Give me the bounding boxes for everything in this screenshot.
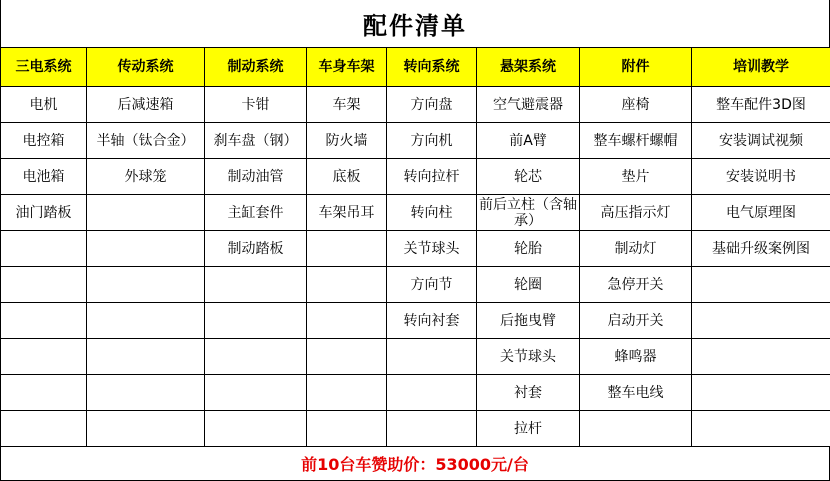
table-cell: 方向机 — [387, 123, 477, 159]
table-cell — [1, 303, 87, 339]
column-header: 三电系统 — [1, 48, 87, 87]
table-cell: 安装说明书 — [692, 159, 830, 195]
parts-table — [0, 47, 830, 447]
table-cell — [387, 411, 477, 447]
table-row — [1, 303, 830, 339]
table-cell: 高压指示灯 — [580, 195, 692, 231]
table-cell: 底板 — [307, 159, 387, 195]
table-cell: 方向节 — [387, 267, 477, 303]
table-cell — [692, 267, 830, 303]
table-row — [1, 123, 830, 159]
table-cell: 前A臂 — [477, 123, 580, 159]
table-cell — [1, 339, 87, 375]
table-cell — [692, 375, 830, 411]
table-cell: 主缸套件 — [205, 195, 307, 231]
table-cell: 急停开关 — [580, 267, 692, 303]
table-cell: 外球笼 — [87, 159, 205, 195]
table-cell: 空气避震器 — [477, 87, 580, 123]
table-cell — [692, 411, 830, 447]
table-cell — [580, 411, 692, 447]
table-cell — [87, 411, 205, 447]
table-cell — [692, 339, 830, 375]
table-cell: 转向拉杆 — [387, 159, 477, 195]
table-cell: 蜂鸣器 — [580, 339, 692, 375]
table-cell — [87, 267, 205, 303]
table-cell — [1, 411, 87, 447]
table-cell: 油门踏板 — [1, 195, 87, 231]
table-cell: 轮胎 — [477, 231, 580, 267]
table-cell — [87, 303, 205, 339]
table-row — [1, 195, 830, 231]
table-row — [1, 411, 830, 447]
table-cell — [1, 375, 87, 411]
table-cell: 电池箱 — [1, 159, 87, 195]
title-row — [0, 0, 830, 47]
table-cell: 制动踏板 — [205, 231, 307, 267]
table-cell — [87, 375, 205, 411]
table-cell: 关节球头 — [387, 231, 477, 267]
table-cell: 电控箱 — [1, 123, 87, 159]
table-cell — [387, 375, 477, 411]
table-cell — [205, 411, 307, 447]
table-cell: 制动灯 — [580, 231, 692, 267]
table-cell — [307, 411, 387, 447]
header-row — [1, 48, 830, 87]
table-cell — [205, 303, 307, 339]
table-cell — [205, 267, 307, 303]
table-cell — [307, 231, 387, 267]
table-cell: 轮芯 — [477, 159, 580, 195]
table-cell: 车架 — [307, 87, 387, 123]
table-cell: 后拖曳臂 — [477, 303, 580, 339]
table-cell: 拉杆 — [477, 411, 580, 447]
table-row — [1, 267, 830, 303]
column-header: 附件 — [580, 48, 692, 87]
table-cell — [692, 303, 830, 339]
table-cell: 防火墙 — [307, 123, 387, 159]
table-cell: 方向盘 — [387, 87, 477, 123]
table-cell — [307, 267, 387, 303]
column-header: 转向系统 — [387, 48, 477, 87]
table-cell: 启动开关 — [580, 303, 692, 339]
table-cell: 车架吊耳 — [307, 195, 387, 231]
table-cell: 前后立柱（含轴承） — [477, 195, 580, 231]
table-cell — [307, 339, 387, 375]
table-cell: 垫片 — [580, 159, 692, 195]
table-cell — [87, 195, 205, 231]
table-row — [1, 231, 830, 267]
table-cell — [387, 339, 477, 375]
table-cell — [87, 231, 205, 267]
table-cell: 基础升级案例图 — [692, 231, 830, 267]
table-cell: 整车螺杆螺帽 — [580, 123, 692, 159]
table-cell — [205, 339, 307, 375]
sponsor-price: 前10台车赞助价：53000元/台 — [301, 454, 529, 474]
table-row — [1, 375, 830, 411]
table-cell: 电气原理图 — [692, 195, 830, 231]
table-cell — [205, 375, 307, 411]
column-header: 制动系统 — [205, 48, 307, 87]
footer-row — [0, 446, 830, 481]
table-cell: 转向衬套 — [387, 303, 477, 339]
table-cell: 安装调试视频 — [692, 123, 830, 159]
table-cell — [307, 375, 387, 411]
table-cell — [1, 267, 87, 303]
table-cell: 制动油管 — [205, 159, 307, 195]
column-header: 悬架系统 — [477, 48, 580, 87]
table-cell: 轮圈 — [477, 267, 580, 303]
column-header: 传动系统 — [87, 48, 205, 87]
table-cell: 座椅 — [580, 87, 692, 123]
table-cell: 半轴（钛合金） — [87, 123, 205, 159]
table-cell: 关节球头 — [477, 339, 580, 375]
table-cell — [1, 231, 87, 267]
table-cell: 刹车盘（钢） — [205, 123, 307, 159]
table-cell: 衬套 — [477, 375, 580, 411]
column-header: 培训教学 — [692, 48, 830, 87]
column-header: 车身车架 — [307, 48, 387, 87]
table-row — [1, 87, 830, 123]
table-body — [1, 87, 830, 447]
table-cell — [307, 303, 387, 339]
table-cell: 卡钳 — [205, 87, 307, 123]
table-row — [1, 339, 830, 375]
table-cell: 转向柱 — [387, 195, 477, 231]
table-cell — [87, 339, 205, 375]
page-title: 配件清单 — [363, 12, 467, 40]
table-row — [1, 159, 830, 195]
table-cell: 整车电线 — [580, 375, 692, 411]
table-cell: 整车配件3D图 — [692, 87, 830, 123]
table-cell: 后减速箱 — [87, 87, 205, 123]
table-cell: 电机 — [1, 87, 87, 123]
